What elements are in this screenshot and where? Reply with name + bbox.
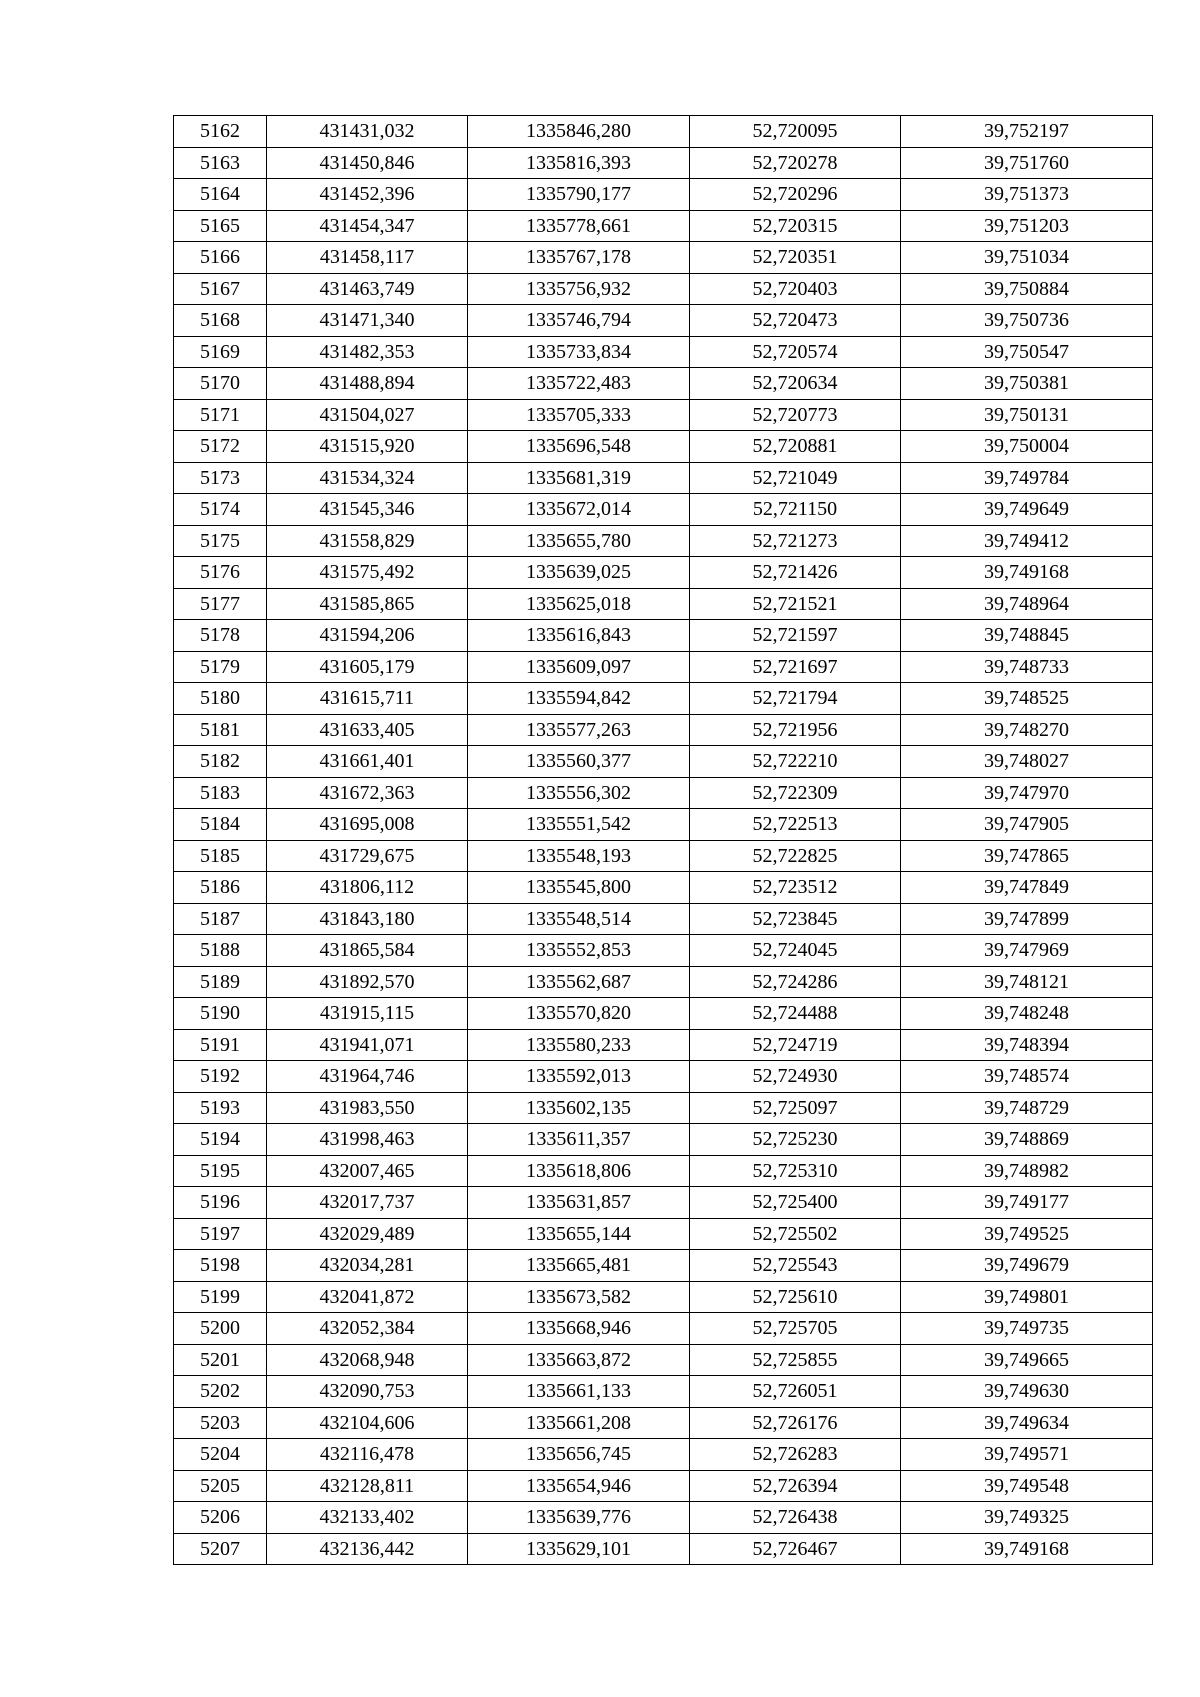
coord-y-cell: 1335705,333 xyxy=(468,399,690,431)
longitude-cell: 39,749548 xyxy=(901,1470,1153,1502)
point-number-cell: 5186 xyxy=(174,872,267,904)
latitude-cell: 52,725502 xyxy=(690,1218,901,1250)
point-number-cell: 5185 xyxy=(174,840,267,872)
longitude-cell: 39,748845 xyxy=(901,620,1153,652)
latitude-cell: 52,723512 xyxy=(690,872,901,904)
coord-y-cell: 1335733,834 xyxy=(468,336,690,368)
point-number-cell: 5188 xyxy=(174,935,267,967)
table-row xyxy=(174,147,1153,179)
coord-x-cell: 432133,402 xyxy=(267,1502,468,1534)
coord-x-cell: 431431,032 xyxy=(267,116,468,148)
point-number-cell: 5173 xyxy=(174,462,267,494)
latitude-cell: 52,724045 xyxy=(690,935,901,967)
table-row xyxy=(174,777,1153,809)
longitude-cell: 39,751034 xyxy=(901,242,1153,274)
coord-y-cell: 1335629,101 xyxy=(468,1533,690,1565)
table-row xyxy=(174,588,1153,620)
table-row xyxy=(174,1502,1153,1534)
point-number-cell: 5168 xyxy=(174,305,267,337)
coord-x-cell: 431892,570 xyxy=(267,966,468,998)
latitude-cell: 52,721521 xyxy=(690,588,901,620)
table-row xyxy=(174,494,1153,526)
latitude-cell: 52,726467 xyxy=(690,1533,901,1565)
table-row xyxy=(174,1029,1153,1061)
table-row xyxy=(174,683,1153,715)
coord-x-cell: 431545,346 xyxy=(267,494,468,526)
coord-x-cell: 431633,405 xyxy=(267,714,468,746)
coord-x-cell: 431471,340 xyxy=(267,305,468,337)
coord-y-cell: 1335611,357 xyxy=(468,1124,690,1156)
table-row xyxy=(174,305,1153,337)
point-number-cell: 5194 xyxy=(174,1124,267,1156)
table-row xyxy=(174,210,1153,242)
coord-x-cell: 432116,478 xyxy=(267,1439,468,1471)
coord-x-cell: 432090,753 xyxy=(267,1376,468,1408)
latitude-cell: 52,725400 xyxy=(690,1187,901,1219)
point-number-cell: 5175 xyxy=(174,525,267,557)
coord-x-cell: 431450,846 xyxy=(267,147,468,179)
latitude-cell: 52,720473 xyxy=(690,305,901,337)
coord-x-cell: 432068,948 xyxy=(267,1344,468,1376)
table-row xyxy=(174,714,1153,746)
coord-y-cell: 1335661,133 xyxy=(468,1376,690,1408)
longitude-cell: 39,749168 xyxy=(901,1533,1153,1565)
table-row xyxy=(174,462,1153,494)
coord-x-cell: 431983,550 xyxy=(267,1092,468,1124)
coord-x-cell: 431454,347 xyxy=(267,210,468,242)
longitude-cell: 39,752197 xyxy=(901,116,1153,148)
point-number-cell: 5206 xyxy=(174,1502,267,1534)
table-row xyxy=(174,935,1153,967)
latitude-cell: 52,720278 xyxy=(690,147,901,179)
coord-y-cell: 1335639,776 xyxy=(468,1502,690,1534)
latitude-cell: 52,721956 xyxy=(690,714,901,746)
table-row xyxy=(174,1281,1153,1313)
longitude-cell: 39,751373 xyxy=(901,179,1153,211)
latitude-cell: 52,720315 xyxy=(690,210,901,242)
point-number-cell: 5163 xyxy=(174,147,267,179)
latitude-cell: 52,720403 xyxy=(690,273,901,305)
table-row xyxy=(174,1313,1153,1345)
latitude-cell: 52,726394 xyxy=(690,1470,901,1502)
coord-y-cell: 1335681,319 xyxy=(468,462,690,494)
coord-y-cell: 1335616,843 xyxy=(468,620,690,652)
point-number-cell: 5198 xyxy=(174,1250,267,1282)
latitude-cell: 52,721697 xyxy=(690,651,901,683)
point-number-cell: 5171 xyxy=(174,399,267,431)
coord-x-cell: 431482,353 xyxy=(267,336,468,368)
coord-x-cell: 431672,363 xyxy=(267,777,468,809)
coord-x-cell: 431729,675 xyxy=(267,840,468,872)
latitude-cell: 52,721273 xyxy=(690,525,901,557)
coord-x-cell: 431463,749 xyxy=(267,273,468,305)
latitude-cell: 52,720634 xyxy=(690,368,901,400)
longitude-cell: 39,747899 xyxy=(901,903,1153,935)
coord-x-cell: 431605,179 xyxy=(267,651,468,683)
table-row xyxy=(174,1376,1153,1408)
coord-y-cell: 1335661,208 xyxy=(468,1407,690,1439)
latitude-cell: 52,725097 xyxy=(690,1092,901,1124)
point-number-cell: 5181 xyxy=(174,714,267,746)
latitude-cell: 52,721150 xyxy=(690,494,901,526)
coord-y-cell: 1335562,687 xyxy=(468,966,690,998)
coord-y-cell: 1335767,178 xyxy=(468,242,690,274)
coord-y-cell: 1335673,582 xyxy=(468,1281,690,1313)
coord-y-cell: 1335668,946 xyxy=(468,1313,690,1345)
longitude-cell: 39,748270 xyxy=(901,714,1153,746)
table-row xyxy=(174,368,1153,400)
table-row xyxy=(174,399,1153,431)
coord-y-cell: 1335602,135 xyxy=(468,1092,690,1124)
longitude-cell: 39,749634 xyxy=(901,1407,1153,1439)
coord-x-cell: 431661,401 xyxy=(267,746,468,778)
point-number-cell: 5191 xyxy=(174,1029,267,1061)
longitude-cell: 39,748525 xyxy=(901,683,1153,715)
coord-x-cell: 431915,115 xyxy=(267,998,468,1030)
point-number-cell: 5172 xyxy=(174,431,267,463)
table-row xyxy=(174,242,1153,274)
coord-x-cell: 432017,737 xyxy=(267,1187,468,1219)
longitude-cell: 39,747849 xyxy=(901,872,1153,904)
latitude-cell: 52,726051 xyxy=(690,1376,901,1408)
table-row xyxy=(174,746,1153,778)
point-number-cell: 5195 xyxy=(174,1155,267,1187)
point-number-cell: 5178 xyxy=(174,620,267,652)
longitude-cell: 39,750884 xyxy=(901,273,1153,305)
latitude-cell: 52,721597 xyxy=(690,620,901,652)
latitude-cell: 52,725855 xyxy=(690,1344,901,1376)
longitude-cell: 39,750736 xyxy=(901,305,1153,337)
longitude-cell: 39,748027 xyxy=(901,746,1153,778)
latitude-cell: 52,726283 xyxy=(690,1439,901,1471)
point-number-cell: 5193 xyxy=(174,1092,267,1124)
coord-y-cell: 1335618,806 xyxy=(468,1155,690,1187)
latitude-cell: 52,720296 xyxy=(690,179,901,211)
coord-x-cell: 432029,489 xyxy=(267,1218,468,1250)
latitude-cell: 52,720095 xyxy=(690,116,901,148)
latitude-cell: 52,724930 xyxy=(690,1061,901,1093)
longitude-cell: 39,749649 xyxy=(901,494,1153,526)
coord-y-cell: 1335570,820 xyxy=(468,998,690,1030)
coord-y-cell: 1335560,377 xyxy=(468,746,690,778)
longitude-cell: 39,747970 xyxy=(901,777,1153,809)
point-number-cell: 5197 xyxy=(174,1218,267,1250)
coord-x-cell: 432104,606 xyxy=(267,1407,468,1439)
latitude-cell: 52,720574 xyxy=(690,336,901,368)
point-number-cell: 5201 xyxy=(174,1344,267,1376)
coord-y-cell: 1335846,280 xyxy=(468,116,690,148)
longitude-cell: 39,750547 xyxy=(901,336,1153,368)
coord-x-cell: 431594,206 xyxy=(267,620,468,652)
coord-y-cell: 1335592,013 xyxy=(468,1061,690,1093)
coord-y-cell: 1335545,800 xyxy=(468,872,690,904)
point-number-cell: 5184 xyxy=(174,809,267,841)
table-row xyxy=(174,966,1153,998)
latitude-cell: 52,720773 xyxy=(690,399,901,431)
coord-y-cell: 1335663,872 xyxy=(468,1344,690,1376)
coord-y-cell: 1335654,946 xyxy=(468,1470,690,1502)
table-row xyxy=(174,903,1153,935)
longitude-cell: 39,747865 xyxy=(901,840,1153,872)
coord-y-cell: 1335594,842 xyxy=(468,683,690,715)
point-number-cell: 5164 xyxy=(174,179,267,211)
coord-x-cell: 431504,027 xyxy=(267,399,468,431)
point-number-cell: 5169 xyxy=(174,336,267,368)
table-row xyxy=(174,1124,1153,1156)
longitude-cell: 39,750381 xyxy=(901,368,1153,400)
coord-x-cell: 431452,396 xyxy=(267,179,468,211)
table-row xyxy=(174,1344,1153,1376)
table-row xyxy=(174,525,1153,557)
coord-y-cell: 1335816,393 xyxy=(468,147,690,179)
coordinates-table xyxy=(173,115,1153,1565)
longitude-cell: 39,750131 xyxy=(901,399,1153,431)
longitude-cell: 39,748121 xyxy=(901,966,1153,998)
point-number-cell: 5165 xyxy=(174,210,267,242)
point-number-cell: 5189 xyxy=(174,966,267,998)
coord-y-cell: 1335552,853 xyxy=(468,935,690,967)
longitude-cell: 39,750004 xyxy=(901,431,1153,463)
longitude-cell: 39,748964 xyxy=(901,588,1153,620)
table-row xyxy=(174,1061,1153,1093)
coord-y-cell: 1335551,542 xyxy=(468,809,690,841)
coord-y-cell: 1335665,481 xyxy=(468,1250,690,1282)
table-row xyxy=(174,557,1153,589)
longitude-cell: 39,749784 xyxy=(901,462,1153,494)
table-row xyxy=(174,116,1153,148)
point-number-cell: 5180 xyxy=(174,683,267,715)
longitude-cell: 39,749630 xyxy=(901,1376,1153,1408)
latitude-cell: 52,725310 xyxy=(690,1155,901,1187)
point-number-cell: 5177 xyxy=(174,588,267,620)
table-row xyxy=(174,651,1153,683)
latitude-cell: 52,720881 xyxy=(690,431,901,463)
table-row xyxy=(174,1218,1153,1250)
coord-x-cell: 432007,465 xyxy=(267,1155,468,1187)
coord-x-cell: 432034,281 xyxy=(267,1250,468,1282)
longitude-cell: 39,749801 xyxy=(901,1281,1153,1313)
point-number-cell: 5207 xyxy=(174,1533,267,1565)
coord-y-cell: 1335548,193 xyxy=(468,840,690,872)
table-row xyxy=(174,336,1153,368)
coord-x-cell: 432041,872 xyxy=(267,1281,468,1313)
coord-y-cell: 1335556,302 xyxy=(468,777,690,809)
point-number-cell: 5205 xyxy=(174,1470,267,1502)
coord-x-cell: 432136,442 xyxy=(267,1533,468,1565)
coord-x-cell: 431843,180 xyxy=(267,903,468,935)
table-row xyxy=(174,998,1153,1030)
point-number-cell: 5167 xyxy=(174,273,267,305)
longitude-cell: 39,748729 xyxy=(901,1092,1153,1124)
coord-x-cell: 431515,920 xyxy=(267,431,468,463)
coord-y-cell: 1335778,661 xyxy=(468,210,690,242)
latitude-cell: 52,723845 xyxy=(690,903,901,935)
point-number-cell: 5192 xyxy=(174,1061,267,1093)
latitude-cell: 52,721794 xyxy=(690,683,901,715)
point-number-cell: 5170 xyxy=(174,368,267,400)
coord-y-cell: 1335631,857 xyxy=(468,1187,690,1219)
point-number-cell: 5190 xyxy=(174,998,267,1030)
latitude-cell: 52,726176 xyxy=(690,1407,901,1439)
coord-y-cell: 1335548,514 xyxy=(468,903,690,935)
coord-x-cell: 431488,894 xyxy=(267,368,468,400)
point-number-cell: 5176 xyxy=(174,557,267,589)
coord-x-cell: 431534,324 xyxy=(267,462,468,494)
longitude-cell: 39,749665 xyxy=(901,1344,1153,1376)
longitude-cell: 39,748733 xyxy=(901,651,1153,683)
latitude-cell: 52,725543 xyxy=(690,1250,901,1282)
table-row xyxy=(174,1187,1153,1219)
coord-y-cell: 1335655,144 xyxy=(468,1218,690,1250)
coord-x-cell: 431998,463 xyxy=(267,1124,468,1156)
table-row xyxy=(174,1470,1153,1502)
longitude-cell: 39,751203 xyxy=(901,210,1153,242)
coord-y-cell: 1335580,233 xyxy=(468,1029,690,1061)
longitude-cell: 39,749325 xyxy=(901,1502,1153,1534)
table-row xyxy=(174,872,1153,904)
longitude-cell: 39,748574 xyxy=(901,1061,1153,1093)
coord-y-cell: 1335672,014 xyxy=(468,494,690,526)
coord-x-cell: 431558,829 xyxy=(267,525,468,557)
point-number-cell: 5179 xyxy=(174,651,267,683)
latitude-cell: 52,724719 xyxy=(690,1029,901,1061)
point-number-cell: 5203 xyxy=(174,1407,267,1439)
coord-x-cell: 431865,584 xyxy=(267,935,468,967)
longitude-cell: 39,748394 xyxy=(901,1029,1153,1061)
coord-x-cell: 431575,492 xyxy=(267,557,468,589)
longitude-cell: 39,747969 xyxy=(901,935,1153,967)
latitude-cell: 52,722825 xyxy=(690,840,901,872)
table-row xyxy=(174,840,1153,872)
coord-y-cell: 1335656,745 xyxy=(468,1439,690,1471)
longitude-cell: 39,748869 xyxy=(901,1124,1153,1156)
point-number-cell: 5200 xyxy=(174,1313,267,1345)
coord-x-cell: 431695,008 xyxy=(267,809,468,841)
coord-y-cell: 1335696,548 xyxy=(468,431,690,463)
longitude-cell: 39,749412 xyxy=(901,525,1153,557)
coord-x-cell: 432052,384 xyxy=(267,1313,468,1345)
longitude-cell: 39,748982 xyxy=(901,1155,1153,1187)
coord-y-cell: 1335639,025 xyxy=(468,557,690,589)
coord-x-cell: 431458,117 xyxy=(267,242,468,274)
table-row xyxy=(174,179,1153,211)
longitude-cell: 39,749679 xyxy=(901,1250,1153,1282)
coord-y-cell: 1335655,780 xyxy=(468,525,690,557)
coord-y-cell: 1335756,932 xyxy=(468,273,690,305)
table-row xyxy=(174,1407,1153,1439)
point-number-cell: 5162 xyxy=(174,116,267,148)
table-row xyxy=(174,620,1153,652)
point-number-cell: 5166 xyxy=(174,242,267,274)
point-number-cell: 5199 xyxy=(174,1281,267,1313)
longitude-cell: 39,749735 xyxy=(901,1313,1153,1345)
latitude-cell: 52,721426 xyxy=(690,557,901,589)
longitude-cell: 39,749571 xyxy=(901,1439,1153,1471)
longitude-cell: 39,749168 xyxy=(901,557,1153,589)
latitude-cell: 52,721049 xyxy=(690,462,901,494)
latitude-cell: 52,724488 xyxy=(690,998,901,1030)
coord-x-cell: 431585,865 xyxy=(267,588,468,620)
coord-x-cell: 431806,112 xyxy=(267,872,468,904)
table-row xyxy=(174,273,1153,305)
table-row xyxy=(174,431,1153,463)
table-row xyxy=(174,809,1153,841)
latitude-cell: 52,722513 xyxy=(690,809,901,841)
table-row xyxy=(174,1439,1153,1471)
point-number-cell: 5196 xyxy=(174,1187,267,1219)
table-row xyxy=(174,1092,1153,1124)
longitude-cell: 39,749177 xyxy=(901,1187,1153,1219)
point-number-cell: 5182 xyxy=(174,746,267,778)
point-number-cell: 5174 xyxy=(174,494,267,526)
longitude-cell: 39,749525 xyxy=(901,1218,1153,1250)
coord-y-cell: 1335609,097 xyxy=(468,651,690,683)
latitude-cell: 52,722309 xyxy=(690,777,901,809)
coord-y-cell: 1335746,794 xyxy=(468,305,690,337)
longitude-cell: 39,748248 xyxy=(901,998,1153,1030)
latitude-cell: 52,725610 xyxy=(690,1281,901,1313)
coord-x-cell: 432128,811 xyxy=(267,1470,468,1502)
latitude-cell: 52,726438 xyxy=(690,1502,901,1534)
latitude-cell: 52,725230 xyxy=(690,1124,901,1156)
point-number-cell: 5183 xyxy=(174,777,267,809)
point-number-cell: 5204 xyxy=(174,1439,267,1471)
coordinates-table-body xyxy=(174,116,1153,1565)
latitude-cell: 52,725705 xyxy=(690,1313,901,1345)
longitude-cell: 39,751760 xyxy=(901,147,1153,179)
coord-y-cell: 1335722,483 xyxy=(468,368,690,400)
coord-y-cell: 1335625,018 xyxy=(468,588,690,620)
table-row xyxy=(174,1250,1153,1282)
coord-y-cell: 1335790,177 xyxy=(468,179,690,211)
latitude-cell: 52,722210 xyxy=(690,746,901,778)
table-row xyxy=(174,1533,1153,1565)
point-number-cell: 5187 xyxy=(174,903,267,935)
coord-y-cell: 1335577,263 xyxy=(468,714,690,746)
coord-x-cell: 431615,711 xyxy=(267,683,468,715)
latitude-cell: 52,724286 xyxy=(690,966,901,998)
table-row xyxy=(174,1155,1153,1187)
longitude-cell: 39,747905 xyxy=(901,809,1153,841)
coord-x-cell: 431964,746 xyxy=(267,1061,468,1093)
latitude-cell: 52,720351 xyxy=(690,242,901,274)
point-number-cell: 5202 xyxy=(174,1376,267,1408)
coord-x-cell: 431941,071 xyxy=(267,1029,468,1061)
